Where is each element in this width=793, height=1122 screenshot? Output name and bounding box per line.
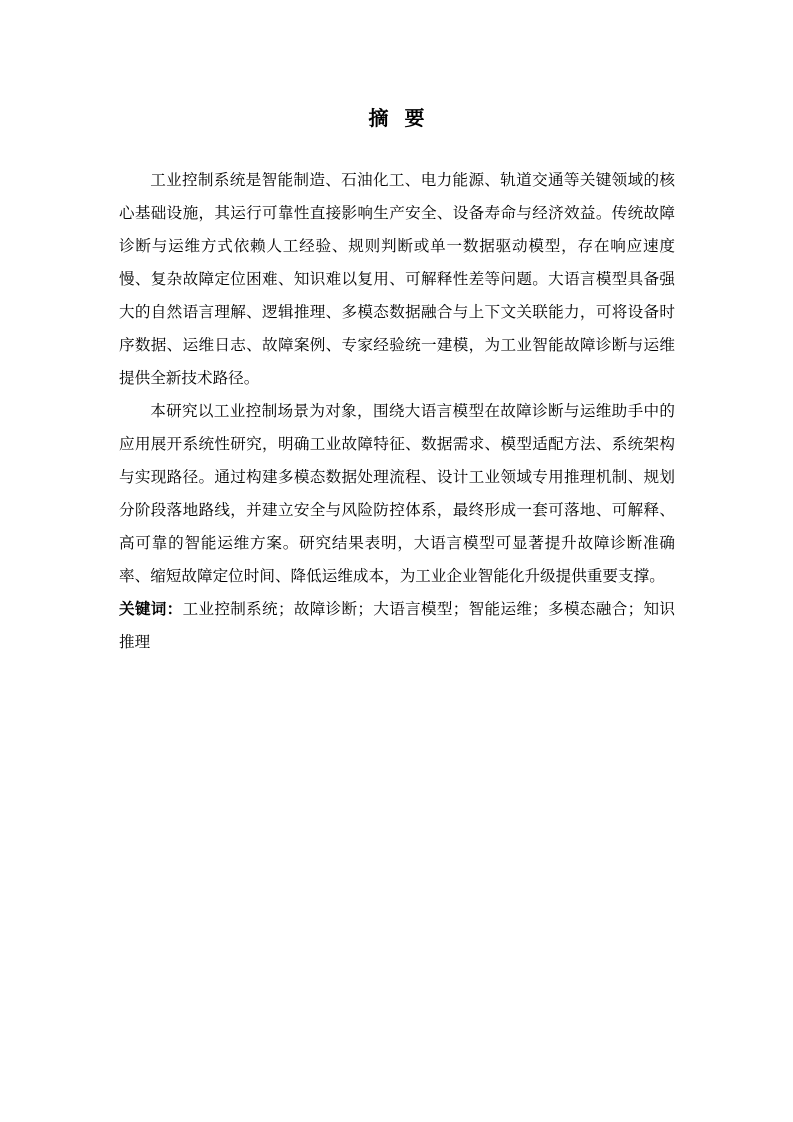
keywords-label: 关键词： [119,600,183,618]
keywords-text: 工业控制系统；故障诊断；大语言模型；智能运维；多模态融合；知识推理 [119,600,675,651]
abstract-paragraph-1: 工业控制系统是智能制造、石油化工、电力能源、轨道交通等关键领域的核心基础设施，其运行可靠性直接影响生产安全、设备寿命与经济效益。传统故障诊断与运维方式依赖人工经验、规则判断或单一数据驱动模型，存在响应速度慢、复杂故障定位困难、知识难以复用、可解释性差等问题。大语言模型具备强大的自然语言理解、逻辑推理、多模态数据融合与上下文关联能力，可将设备时序数据、运维日志、故障案例、专家经验统一建模，为工业智能故障诊断与运维提供全新技术路径。 [119,171,675,387]
keywords-line [119,593,675,659]
abstract-paragraph-2: 本研究以工业控制场景为对象，围绕大语言模型在故障诊断与运维助手中的应用展开系统性研究，明确工业故障特征、数据需求、模型适配方法、系统架构与实现路径。通过构建多模态数据处理流程、设计工业领域专用推理机制、规划分阶段落地路线，并建立安全与风险防控体系，最终形成一套可落地、可解释、高可靠的智能运维方案。研究结果表明，大语言模型可显著提升故障诊断准确率、缩短故障定位时间、降低运维成本，为工业企业智能化升级提供重要支撑。 [119,402,675,585]
abstract-body [119,164,675,659]
abstract-title: 摘要 [368,106,441,130]
